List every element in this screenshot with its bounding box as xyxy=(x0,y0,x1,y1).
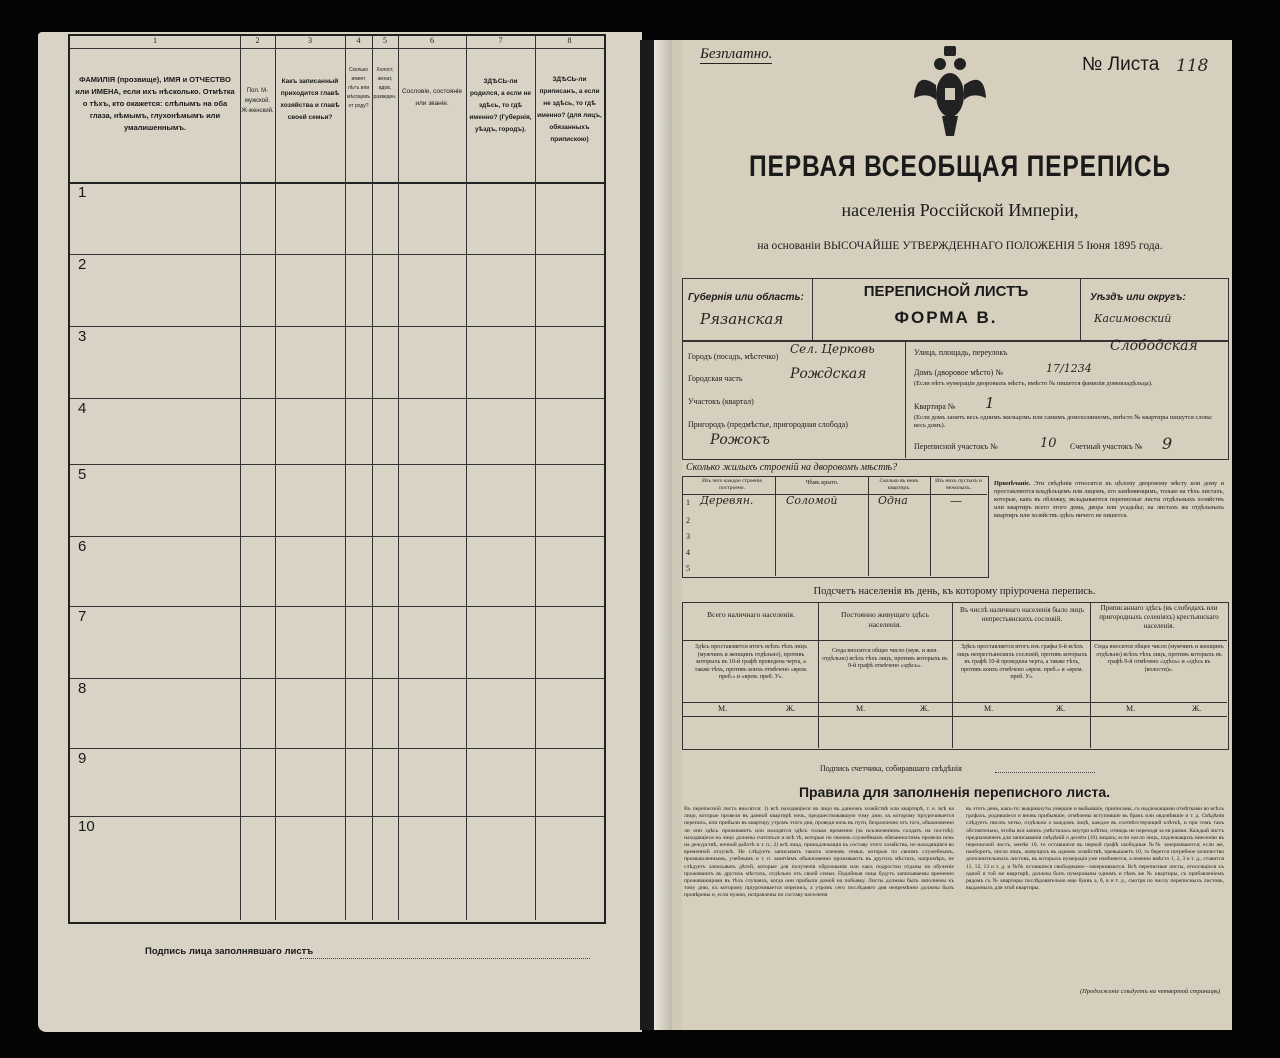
census-district-value: 10 xyxy=(1040,436,1057,451)
row-divider xyxy=(70,326,604,327)
province-value: Рязанская xyxy=(700,310,784,328)
street-value: Слободская xyxy=(1110,338,1198,354)
column-number: 2 xyxy=(255,36,260,45)
column-number-divider xyxy=(70,48,604,49)
column-number: 6 xyxy=(430,36,434,45)
column-number: 4 xyxy=(356,36,361,45)
sheet-number-value: 118 xyxy=(1176,56,1209,76)
row-divider xyxy=(70,748,604,749)
buildings-header: Чѣмъ крыто. xyxy=(805,480,839,486)
female-label: Ж. xyxy=(1192,704,1202,713)
female-label: Ж. xyxy=(920,704,930,713)
col-divider xyxy=(398,36,399,920)
quarter-label: Участокъ (квартал) xyxy=(688,397,754,406)
signature-line xyxy=(300,958,590,959)
building-row-number: 1 xyxy=(686,498,690,507)
male-label: М. xyxy=(856,704,866,713)
column-heading-birthplace: ЗДѢСЬ-ли родился, а если не здѣсь, то гдѣ именно? (Губернія, уѣздъ, городъ). xyxy=(469,78,532,133)
row-divider xyxy=(70,606,604,607)
house-value: 17/1234 xyxy=(1046,362,1092,375)
city-value: Сел. Церковь xyxy=(790,342,875,356)
row-divider xyxy=(70,464,604,465)
column-heading-sex: Пол. М-мужской. Ж-женский. xyxy=(241,88,274,114)
row-number: 6 xyxy=(78,538,87,555)
rules-continued: (Продолженіе слѣдуетъ на четвертой страницѣ) xyxy=(1080,988,1221,995)
row-number: 7 xyxy=(78,608,87,625)
box-divider xyxy=(682,640,1227,641)
page-edge xyxy=(654,40,672,1030)
column-heading-registered: ЗДѢСЬ-ли приписанъ, а если не здѣсь, то гдѣ именно? (для лицъ, обязанныхъ припискою) xyxy=(537,76,602,143)
col-divider xyxy=(535,36,536,920)
district-label: Уѣздъ или округъ: xyxy=(1090,292,1186,303)
col-divider xyxy=(372,36,373,920)
building-apartments: Одна xyxy=(878,494,908,507)
column-heading-marital: Холост, женат, вдов, разведен. xyxy=(373,67,397,100)
buildings-header: Сколько въ немъ квартиръ. xyxy=(879,478,919,491)
summary-col-head: Въ числѣ наличнаго населенія было лицъ непрестьянскихъ сословій. xyxy=(960,606,1084,623)
col-divider xyxy=(240,36,241,920)
book-gutter xyxy=(640,40,654,1030)
apartment-note: (Если домъ занятъ весь однимъ жильцомъ или самимъ домохозяиномъ, вмѣсто № квартиры пишутся слова: весь домъ). xyxy=(914,414,1213,429)
row-number: 8 xyxy=(78,680,87,697)
house-note: (Если нѣтъ нумераціи дворовыхъ мѣстъ, вмѣсто № пишется фамилія домовладѣльца). xyxy=(914,380,1153,387)
box-divider xyxy=(1090,602,1091,748)
summary-col-head: Приписаннаго здѣсь (въ слободахъ или пригородныхъ селеніяхъ) крестьянскаго населенія. xyxy=(1099,604,1219,630)
signature-label: Подпись лица заполнявшаго листъ xyxy=(145,946,314,957)
building-row-number: 3 xyxy=(686,532,690,541)
district-value: Касимовский xyxy=(1094,312,1172,325)
sheet-number-label: № Листа xyxy=(1082,54,1160,75)
count-district-value: 9 xyxy=(1162,434,1173,453)
summary-col-text: Здѣсь проставляется итогъ изъ графы 6-й всѣхъ лицъ непрестьянскихъ сословій, противъ которыхъ въ графѣ 10-й проведена черта, а также тѣхъ, противъ коихъ отмѣчено «врем. преб.» и «врем. преб. У». xyxy=(956,644,1088,680)
summary-col-text: Сюда вносится общее число (муж. и жен. отдѣльно) всѣхъ тѣхъ лицъ, противъ которыхъ въ 9-й графѣ отмѣчено «здѣсь». xyxy=(822,648,948,669)
row-number: 1 xyxy=(78,184,87,201)
box-divider xyxy=(775,476,776,576)
suburb-label: Пригородъ (предмѣстье, пригородная слобода) xyxy=(688,420,848,429)
page-subtitle: населенія Россійской Имперіи, xyxy=(841,200,1079,220)
city-part-value: Рождская xyxy=(790,366,867,382)
box-divider xyxy=(952,602,953,748)
suburb-value: Рожокъ xyxy=(710,432,770,448)
street-label: Улица, площадь, переулокъ xyxy=(914,348,1008,357)
form-title: ПЕРЕПИСНОЙ ЛИСТЪ xyxy=(863,283,1029,300)
form-name: ФОРМА В. xyxy=(894,308,998,327)
column-heading-estate: Сословіе, состояніе или званіе. xyxy=(401,88,463,107)
count-district-label: Счетный участокъ № xyxy=(1070,442,1143,451)
building-roof: Соломой xyxy=(786,494,838,507)
box-divider xyxy=(905,340,906,458)
col-divider xyxy=(466,36,467,920)
city-part-label: Городская часть xyxy=(688,374,743,383)
column-number: 5 xyxy=(383,36,387,45)
building-row-number: 2 xyxy=(686,516,690,525)
female-label: Ж. xyxy=(786,704,796,713)
box-divider xyxy=(818,602,819,748)
apartment-value: 1 xyxy=(985,394,995,412)
column-heading-age: Сколько имеет лѣтъ или мѣсяцевъ от роду? xyxy=(347,67,370,109)
row-number: 3 xyxy=(78,328,87,345)
free-label: Безплатно. xyxy=(700,46,773,62)
household-members-table xyxy=(68,34,606,924)
male-label: М. xyxy=(718,704,728,713)
note-text: Эти свѣдѣнія относятся къ цѣлому дворовому мѣсту или дому и проставляются владѣльцемъ или лицомъ, его замѣняющимъ, только на тѣхъ листахъ, которые, какъ въ обложку, вкладываются переписные листы отдѣльныхъ хозяйствъ или квартиръ всего этого дома, двора или усадьбы; на листахъ же отдѣльныхъ квартиръ или хозяйствъ здѣсь ничего не пишется. xyxy=(994,480,1225,519)
col-divider xyxy=(275,36,276,920)
row-divider xyxy=(70,536,604,537)
building-row-number: 4 xyxy=(686,548,690,557)
enumerator-signature-label: Подпись счетчика, собиравшаго свѣдѣнія xyxy=(820,764,962,773)
row-number: 10 xyxy=(78,818,95,835)
box-divider xyxy=(682,702,1227,703)
census-district-label: Переписной участокъ № xyxy=(914,442,998,451)
city-label: Городъ (посадъ, мѣстечко) xyxy=(688,352,779,361)
buildings-header: Изъ нихъ пустыхъ и нежилыхъ. xyxy=(935,478,982,491)
summary-col-text: Здѣсь проставляется итогъ всѣхъ тѣхъ лицъ (мужчинъ и женщинъ отдѣльно), противъ которыхъ въ 10-й графѣ проведена черта, а также тѣхъ, противъ коихъ отмѣчено «врем. преб.» и «врем. преб. У». xyxy=(694,644,808,680)
row-divider xyxy=(70,678,604,679)
rules-title: Правила для заполненія переписного листа. xyxy=(798,784,1111,800)
row-divider xyxy=(70,816,604,817)
province-label: Губернія или область: xyxy=(688,292,804,303)
page-title: ПЕРВАЯ ВСЕОБЩАЯ ПЕРЕПИСЬ xyxy=(749,150,1171,183)
female-label: Ж. xyxy=(1056,704,1066,713)
apartment-label: Квартира № xyxy=(914,402,956,411)
legal-basis: на основаніи ВЫСОЧАЙШЕ УТВЕРЖДЕННАГО ПОЛОЖЕНІЯ 5 Іюня 1895 года. xyxy=(757,240,1163,252)
box-divider xyxy=(682,716,1227,717)
rules-text-right: въ этотъ день, какъ-то: выкрикнуты умершіе и выбывшіе, приписаны, съ надлежащими отмѣтками во всѣхъ графахъ, родившіеся и вновь прибывшіе, отмѣчены вступившіе въ бракъ или овдовѣвшіе и т. д. Свѣдѣнія слѣдуетъ писать четко, отдѣльно о каждомъ лицѣ, каждое въ соотвѣтствующей клѣткѣ, и при томъ такъ обстоятельно, чтобы вся запись умѣстилась внутри клѣтки, отнюдь не переходя за ея рамки. Каждый листъ предназначенъ для записыванія свѣдѣній о десяти (10) лицахъ; если число лицъ, подлежащихъ внесенію въ переписной листъ, менѣе 10, то оставшіеся въ первой графѣ свободные №№ зачеркиваются; если же, наоборотъ, число лицъ, живущихъ въ одномъ хозяйствѣ, превышаетъ 10, то берется потребное количество дополнительныхъ листовъ, въ которыхъ нумерація уже измѣняется, а именно вмѣсто 1, 2, 3 и т. д., ставится 11, 12, 13 и т. д. и №№ оставшіеся свободными—зачеркиваются. Всѣ переписные листы, относящіеся къ одной и той же квартирѣ, должны быть нумерованы однимъ и тѣмъ же № квартиры, съ прибавленіемъ рядомъ съ № квартиры послѣдовательно еще буквъ а, б, в и т. д., смотря по числу переписныхъ листовъ, выданныхъ для этой квартиры. xyxy=(966,806,1224,892)
summary-col-head: Всего наличнаго населенія. xyxy=(707,610,795,619)
house-label: Домъ (дворовое мѣсто) № xyxy=(914,368,1003,377)
male-label: М. xyxy=(1126,704,1136,713)
row-divider xyxy=(70,254,604,255)
column-heading-name: ФАМИЛІЯ (прозвище), ИМЯ и ОТЧЕСТВО или ИМЕНА, если ихъ нѣсколько. Отмѣтка о тѣхъ, кто окажется: слѣпымъ на оба глаза, нѣмымъ, глухонѣмымъ или умалишеннымъ. xyxy=(75,75,235,132)
col-divider xyxy=(345,36,346,920)
column-number: 7 xyxy=(498,36,503,45)
header-divider xyxy=(70,182,604,184)
rules-text-left: Въ переписной листъ вносятся: 1) всѣ находящiеся на лицо въ данномъ хозяйствѣ или квартирѣ, т. е. всѣ на лицо, которые провели въ данной квартирѣ ночь, предшествовавшую тому дню, къ которому пріурочивается перепись, или прибыли въ квартиру утромъ этого дня, проведя ночь въ пути, безразлично отъ того, обыкновенно ли они здѣсь проживаютъ или находятся здѣсь только временно (за исключеніемъ солдатъ на постоѣ); находящіеся на лицо должны считаться и всѣ тѣ, которые по своимъ служебнымъ обязанностямъ провели ночь на дежурствѣ, ночной работѣ и т. п.; 2) всѣ лица, принадлежащія къ составу этого хозяйства, но находящіяся во временной отлучкѣ. Не слѣдуетъ записывать такихъ членовъ семьи, которые по своимъ служебнымъ, промышленнымъ, учебнымъ и т. п. занятіямъ обыкновенно проживаютъ въ другихъ мѣстахъ, напримѣръ, не слѣдуетъ записывать дѣтей, которые для полученія образованія или какъ подростки отданы на обученіе проживаютъ въ другихъ мѣстахъ, отдѣльно отъ своей семьи. Подобныя лица будутъ записываемы временно проживающими въ тѣхъ случаяхъ, когда они прибыли домой на побывку. Листы должны быть заполнены къ тому дню, къ которому пріурочивается перепись, а утромъ сего послѣдняго дня непремѣнно должны быть провѣрены и, если нужно, исправлены по составу населенія xyxy=(684,806,954,899)
row-number: 9 xyxy=(78,750,87,767)
male-label: М. xyxy=(984,704,994,713)
building-material: Деревян. xyxy=(700,494,754,507)
summary-title: Подсчетъ населенія въ день, къ которому пріурочена перепись. xyxy=(813,586,1096,597)
buildings-note xyxy=(994,480,1224,520)
column-number: 8 xyxy=(567,36,572,45)
building-row-number: 5 xyxy=(686,564,690,573)
column-number: 3 xyxy=(308,36,312,45)
note-title: Примѣчаніе. xyxy=(994,480,1031,487)
summary-col-head: Постоянно живущаго здѣсь населенія. xyxy=(841,610,929,629)
building-empty: — xyxy=(950,494,962,508)
column-heading-relation: Какъ записанный приходится главѣ хозяйства и главѣ своей семьи? xyxy=(280,78,340,121)
buildings-header: Изъ чего каждое строеніе построено. xyxy=(702,478,762,491)
enumerator-signature-line xyxy=(995,772,1095,773)
double-headed-eagle-emblem xyxy=(910,40,990,140)
row-divider xyxy=(70,398,604,399)
row-number: 2 xyxy=(78,256,87,273)
buildings-question: Сколько жилыхъ строеній на дворовомъ мѣстѣ? xyxy=(686,462,898,473)
box-divider xyxy=(1080,278,1081,340)
summary-col-text: Сюда вносится общее число (мужчинъ и женщинъ отдѣльно) всѣхъ тѣхъ лицъ, противъ которыхъ въ графѣ 9-й отмѣчено «здѣсь» и «здѣсь въ (волости)». xyxy=(1094,644,1224,673)
row-number: 4 xyxy=(78,400,87,417)
row-number: 5 xyxy=(78,466,87,483)
column-number: 1 xyxy=(153,36,157,45)
